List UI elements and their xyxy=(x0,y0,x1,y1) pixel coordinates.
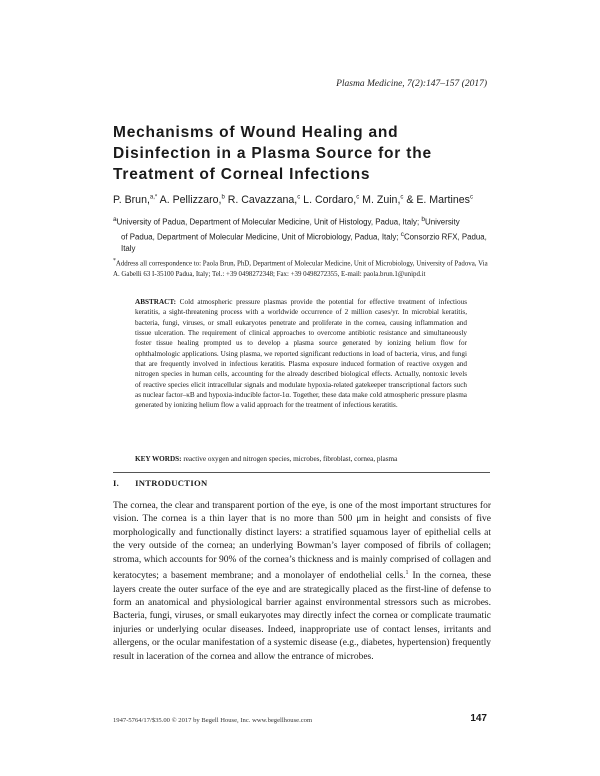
page-number: 147 xyxy=(470,713,487,724)
affiliation-b-start: University xyxy=(425,217,460,227)
affiliations: $^a$University of Padua, Department of Molecular Medicine, Unit of Histology, Padua, Italy; $^b$University of Padua, Department of Molecular Medicine, Unit of Microbiology, Padua, Italy; $^c$Consorzio RFX, Padua, Italy xyxy=(113,216,487,254)
footer-copyright: 1947-5764/17/$35.00 © 2017 by Begell House, Inc. www.begellhouse.com xyxy=(113,717,313,724)
keywords xyxy=(135,454,467,464)
affiliation-a: University of Padua, Department of Molecular Medicine, Unit of Histology, Padua, Italy; xyxy=(116,217,422,227)
author: L. Cordaro, xyxy=(300,194,357,206)
author-affil-mark: c xyxy=(469,194,473,201)
author: A. Pellizzaro, xyxy=(157,194,222,206)
intro-text-part2: In the cornea, these layers create the outer surface of the eye and are strategically placed as the first-line of defense to form an anatomical and physiological barrier against environmental stressors such as microbes. Bacteria, fungi, viruses, or small eukaryotes may directly infect the cornea or complicate traumatic injuries or underlying ocular diseases. Indeed, inappropriate use of contact lenses, irritants and allergens, or the ocular manifestation of a systemic disease (e.g., diabetes, hypertension) frequently result in laceration of the cornea and allow the entrance of microbes. xyxy=(113,571,491,662)
author: & E. Martines xyxy=(403,194,470,206)
section-title: INTRODUCTION xyxy=(135,478,208,488)
introduction-paragraph xyxy=(113,500,491,664)
affiliation-b: of Padua, Department of Molecular Medicine, Unit of Microbiology, Padua, Italy; xyxy=(121,232,401,242)
affiliation-c: Consorzio RFX, Padua, Italy xyxy=(121,232,487,254)
author: R. Cavazzana, xyxy=(224,194,298,206)
author: P. Brun, xyxy=(113,194,150,206)
author-affil-mark: c xyxy=(297,194,301,201)
author-affil-mark: a,* xyxy=(149,194,158,201)
section-divider xyxy=(113,472,490,473)
section-number: I. xyxy=(113,478,120,488)
journal-reference: Plasma Medicine, 7(2):147–157 (2017) xyxy=(336,79,487,89)
author-list xyxy=(113,194,513,206)
keywords-text: reactive oxygen and nitrogen species, microbes, fibroblast, cornea, plasma xyxy=(181,455,398,463)
article-title: Mechanisms of Wound Healing and Disinfection in a Plasma Source for the Treatment of Corneal Infections xyxy=(113,124,432,183)
correspondence-text: Address all correspondence to: Paola Brun, PhD, Department of Molecular Medicine, Unit of Microbiology, University of Padova, Via A. Gabelli 63 I-35100 Padua, Italy; Tel.: +39 0498272348; Fax: +39 0498272355, E-mail: paola.brun.1@unipd.it xyxy=(113,260,488,278)
abstract-label: ABSTRACT: xyxy=(135,298,177,306)
section-heading xyxy=(113,478,223,488)
keywords-label: KEY WORDS: xyxy=(135,455,182,463)
author-affil-mark: c xyxy=(356,194,360,201)
abstract xyxy=(135,297,467,411)
author: M. Zuin, xyxy=(359,194,401,206)
reference-mark: 1 xyxy=(405,570,409,577)
author-affil-mark: b xyxy=(221,194,225,201)
intro-text-part1: The cornea, the clear and transparent portion of the eye, is one of the most important structures for vision. The cornea is a thin layer that is no more than 500 μm in height and consists of five morphologically and functionally distinct layers: a stratified squamous layer of epithelial cells at the very outside of the cornea; an underlying Bowman’s layer composed of fibrils of collagen; stroma, which accounts for 90% of the cornea’s thickness and is mainly comprised of collagen and keratocytes; a basement membrane; and a monolayer of endothelial cells. xyxy=(113,501,491,582)
author-affil-mark: c xyxy=(400,194,404,201)
correspondence-note: *Address all correspondence to: Paola Brun, PhD, Department of Molecular Medicine, Unit of Microbiology, University of Padova, Via A. Gabelli 63 I-35100 Padua, Italy; Tel.: +39 0498272348; Fax: +39 0498272355, E-mail: paola.brun.1@unipd.it xyxy=(113,258,488,278)
abstract-text: Cold atmospheric pressure plasmas provide the potential for effective treatment of infectious keratitis, a sight-threatening process with a worldwide occurrence of 2 million cases/yr. In microbial keratitis, bacteria, fungi, viruses, or small eukaryotes penetrate and proliferate in the cornea, causing inflammation and tissue ulceration. The requirement of clinical approaches to overcome antibiotic resistance and simultaneously foster tissue healing prompted us to develop a plasma source generated by ionizing helium flow for ophthalmologic applications. Using plasma, we reported significant reductions in load of bacteria, virus, and fungi that are frequently involved in infectious keratitis. Plasma exposure induced formation of reactive oxygen and nitrogen species in human cells, accounting for the already described biological effects. Actually, nontoxic levels of reactive species elicit intracellular signals and modulate hypoxia-related gatekeeper transcriptional factors such as nuclear factor–κB and hypoxia-inducible factor-1α. Together, these data make cold atmospheric pressure plasma generated by ionizing helium flow a valid approach for the treatment of infectious keratitis. xyxy=(135,298,467,410)
